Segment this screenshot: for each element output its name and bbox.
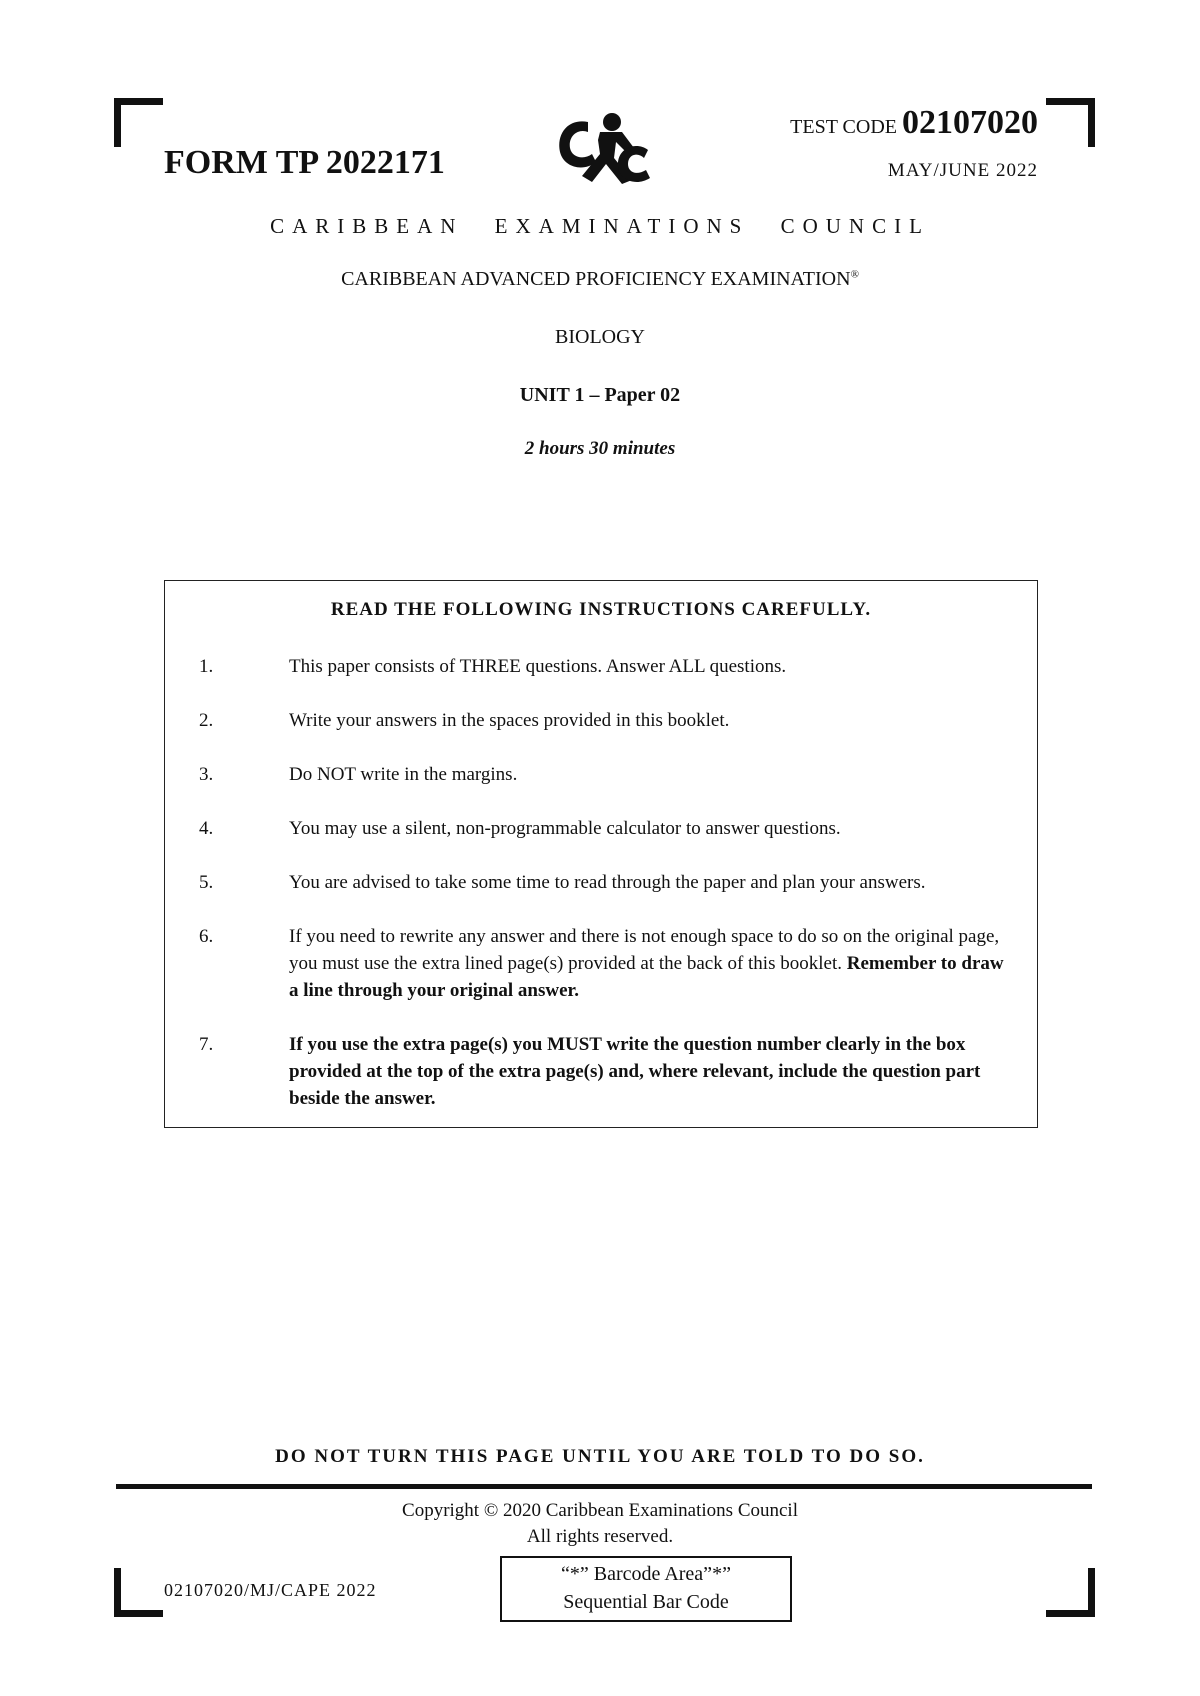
- instruction-item: [199, 815, 1015, 842]
- instruction-number: 5.: [199, 872, 214, 893]
- instruction-number: 6.: [199, 926, 214, 947]
- instruction-emphasis: If you use the extra page(s) you MUST write the question number clearly in the box provided at the top of the extra page(s) and, where relevant, include the question part beside the answer.: [289, 1034, 981, 1109]
- registration-mark-top-left: [114, 98, 163, 147]
- instruction-number: 2.: [199, 710, 214, 731]
- registered-mark: ®: [850, 268, 859, 281]
- test-code-label: TEST CODE: [790, 116, 897, 138]
- instruction-number: 7.: [199, 1034, 214, 1055]
- exam-name-text: CARIBBEAN ADVANCED PROFICIENCY EXAMINATION: [341, 268, 851, 290]
- instruction-item: [199, 761, 1015, 788]
- instruction-number: 1.: [199, 656, 214, 677]
- instruction-text: Do NOT write in the margins.: [289, 764, 518, 785]
- exam-name: [0, 268, 1200, 291]
- instruction-item: [199, 923, 1015, 1004]
- instructions-box: [164, 580, 1038, 1128]
- do-not-turn-warning: DO NOT TURN THIS PAGE UNTIL YOU ARE TOLD TO DO SO.: [275, 1446, 925, 1467]
- council-name: CARIBBEAN EXAMINATIONS COUNCIL: [270, 214, 930, 238]
- instruction-item: [199, 1031, 1015, 1112]
- exam-duration: 2 hours 30 minutes: [524, 438, 676, 459]
- barcode-caption: Sequential Bar Code: [563, 1591, 729, 1613]
- barcode-area: [500, 1556, 792, 1622]
- test-code-value: 02107020: [902, 104, 1038, 141]
- rights-notice: All rights reserved.: [526, 1526, 674, 1547]
- instruction-text: You are advised to take some time to read through the paper and plan your answers.: [289, 872, 926, 893]
- unit-title: UNIT 1 – Paper 02: [519, 384, 681, 406]
- instruction-text: If you need to rewrite any answer and there is not enough space to do so on the original page, you must use the extra lined page(s) provided at the back of this booklet.: [289, 926, 1000, 974]
- instruction-item: [199, 869, 1015, 896]
- test-code: [790, 104, 1038, 142]
- paper-code: 02107020/MJ/CAPE 2022: [164, 1580, 377, 1600]
- instruction-item: [199, 653, 1015, 680]
- registration-mark-bottom-left: [114, 1568, 163, 1617]
- exam-session: MAY/JUNE 2022: [887, 160, 1038, 181]
- instructions-heading: READ THE FOLLOWING INSTRUCTIONS CAREFULLY.: [330, 599, 872, 620]
- subject-title: BIOLOGY: [555, 326, 645, 348]
- registration-mark-top-right: [1046, 98, 1095, 147]
- instruction-text: This paper consists of THREE questions. Answer ALL questions.: [289, 656, 787, 677]
- copyright-notice: Copyright © 2020 Caribbean Examinations Council: [402, 1500, 798, 1521]
- cxc-logo-icon: [550, 108, 654, 188]
- instruction-text-block: [289, 923, 1015, 1004]
- form-code: FORM TP 2022171: [164, 144, 445, 181]
- instruction-number: 3.: [199, 764, 214, 785]
- footer-divider: [116, 1484, 1092, 1489]
- instruction-text: Write your answers in the spaces provided in this booklet.: [289, 710, 730, 731]
- registration-mark-bottom-right: [1046, 1568, 1095, 1617]
- barcode-label: “*” Barcode Area”*”: [561, 1563, 731, 1585]
- instruction-item: [199, 707, 1015, 734]
- instruction-number: 4.: [199, 818, 214, 839]
- instruction-emphasis: Remember to draw a line through your original answer.: [289, 953, 1004, 1001]
- instruction-text: You may use a silent, non-programmable calculator to answer questions.: [289, 818, 841, 839]
